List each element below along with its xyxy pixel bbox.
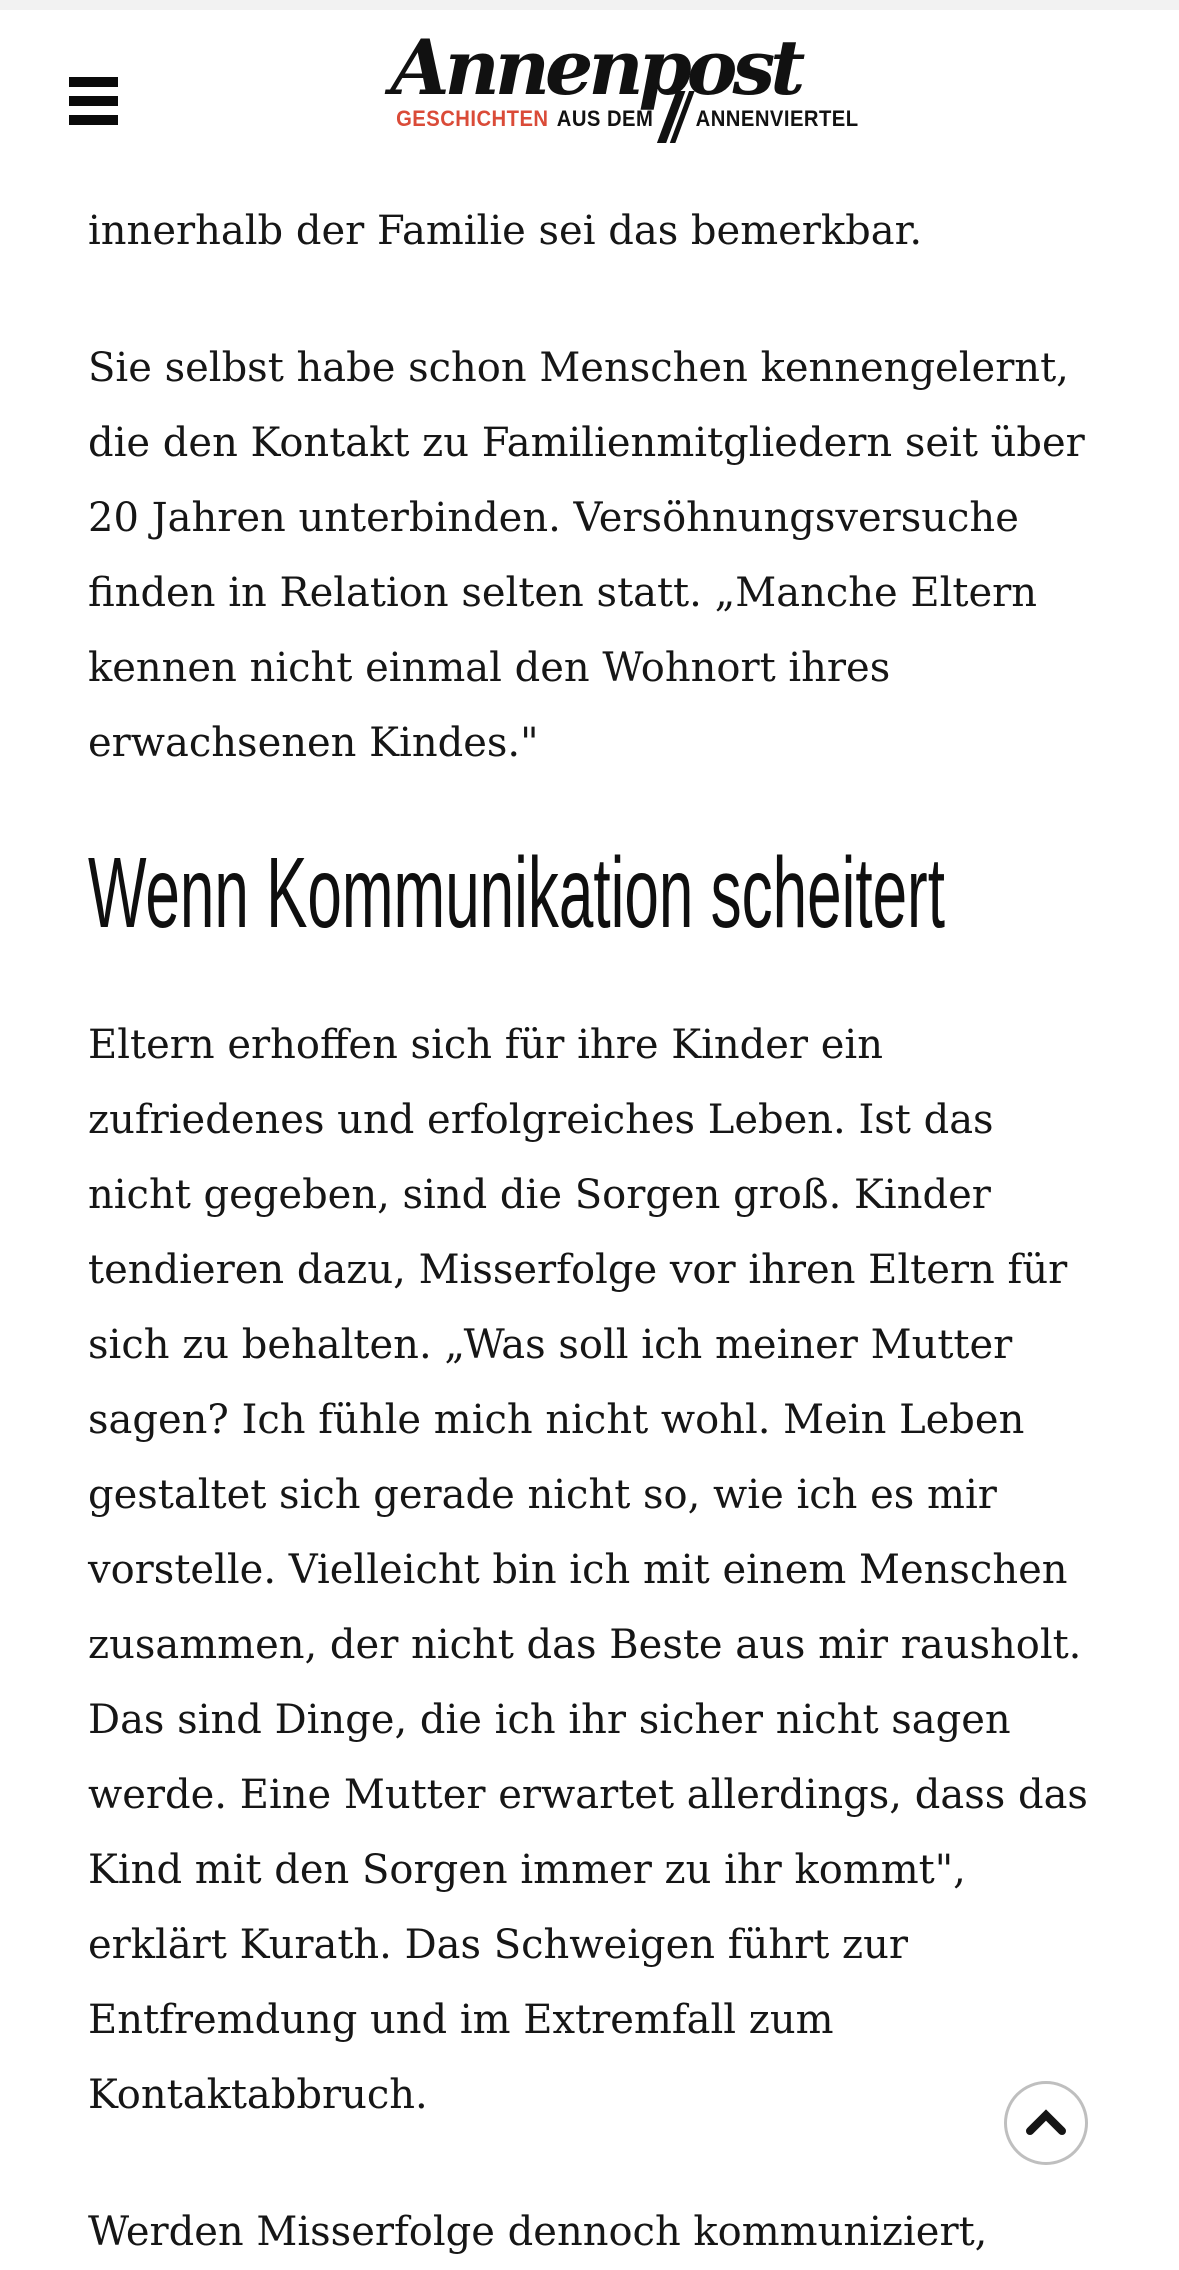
hamburger-bar bbox=[69, 96, 118, 106]
logo-tagline-middle: AUS DEM bbox=[556, 106, 654, 131]
site-logo[interactable] bbox=[344, 20, 859, 143]
scroll-to-top-button[interactable] bbox=[1004, 2081, 1088, 2165]
section-heading-text: Wenn Kommunikation scheitert bbox=[88, 837, 945, 949]
article-paragraph: Eltern erhoffen sich für ihre Kinder ein zufriedenes und erfolgreiches Leben. Ist das nicht gegeben, sind die Sorgen groß. Kinder tendieren dazu, Misserfolge vor ihren Eltern für sich zu behalten. „Was soll ich meiner Mutter sagen? Ich fühle mich nicht wohl. Mein Leben gestaltet sich gerade nicht so, wie ich es mir vorstelle. Vielleicht bin ich mit einem Menschen zusammen, der nicht das Beste aus mir rausholt. Das sind Dinge, die ich ihr sicher nicht sagen werde. Eine Mutter erwartet allerdings, dass das Kind mit den Sorgen immer zu ihr kommt", erklärt Kurath. Das Schweigen führt zur Entfremdung und im Extremfall zum Kontaktabbruch. bbox=[88, 1022, 1088, 2118]
article-content bbox=[0, 187, 1179, 2270]
logo-slash-icon bbox=[662, 91, 688, 143]
hamburger-bar bbox=[69, 115, 118, 125]
article-paragraph: innerhalb der Familie sei das bemerkbar. bbox=[88, 208, 923, 254]
hamburger-icon bbox=[69, 77, 118, 125]
article-paragraph: Werden Misserfolge dennoch kommuniziert, bbox=[88, 2209, 988, 2255]
chevron-up-icon bbox=[1024, 2109, 1068, 2137]
logo-tagline-end: ANNENVIERTEL bbox=[695, 106, 859, 131]
hamburger-bar bbox=[69, 77, 118, 87]
menu-button[interactable] bbox=[69, 77, 118, 125]
logo-tagline bbox=[396, 95, 858, 143]
logo-tagline-accent: GESCHICHTEN bbox=[396, 106, 549, 131]
logo-title: Annenpost bbox=[390, 23, 801, 112]
status-bar-strip bbox=[0, 0, 1179, 10]
section-heading bbox=[88, 837, 1091, 949]
site-header bbox=[0, 20, 1179, 187]
article-paragraph: Sie selbst habe schon Menschen kennengelernt, die den Kontakt zu Familienmitgliedern seit über 20 Jahren unterbinden. Versöhnungsversuche finden in Relation selten statt. „Manche Eltern kennen nicht einmal den Wohnort ihres erwachsenen Kindes." bbox=[88, 345, 1085, 766]
